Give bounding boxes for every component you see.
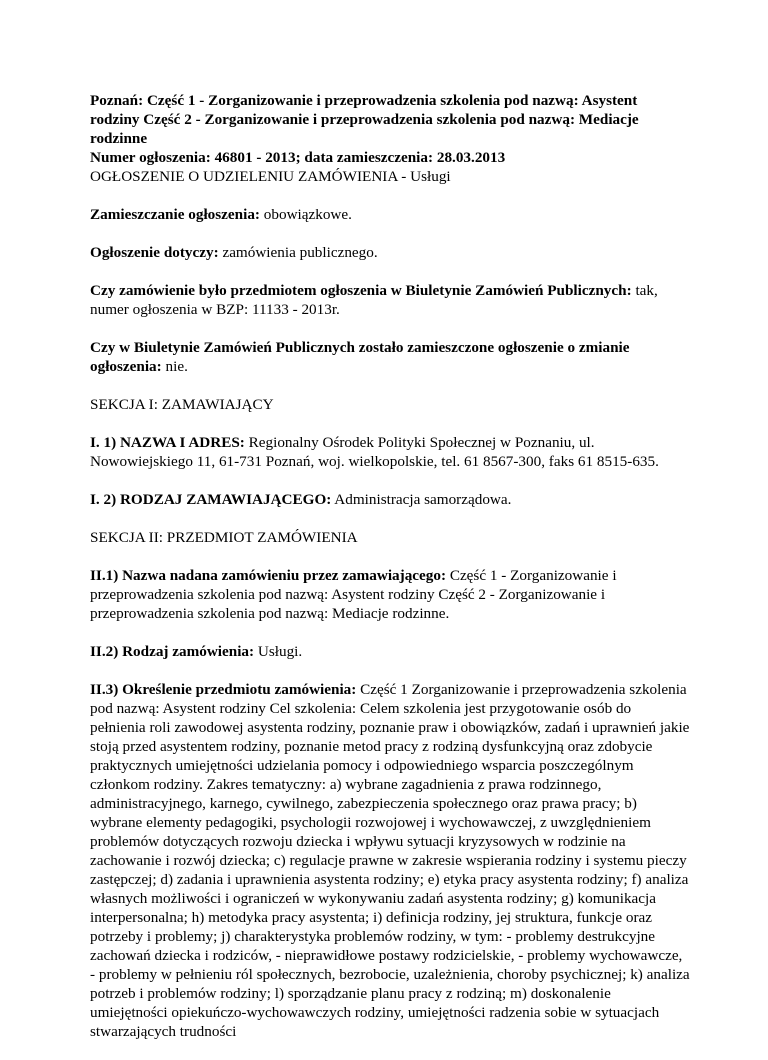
section-2-title: SEKCJA II: PRZEDMIOT ZAMÓWIENIA [90,529,358,546]
field-value: Administracja samorządowa. [331,491,512,508]
field-i2-type [90,490,690,509]
field-label: Czy zamówienie było przedmiotem ogłoszenia w Biuletynie Zamówień Publicznych: [90,282,632,299]
field-value: Część 1 Zorganizowanie i przeprowadzenia szkolenia pod nazwą: Asystent rodziny Cel szkolenia: Celem szkolenia jest przygotowanie osób do pełnienia roli zawodowej asystenta rodziny, poznanie praw i obowiązków, zadań i uprawnień jakie stoją przed asystentem rodziny, poznanie metod pracy z rodziną dysfunkcyjną oraz zdobycie praktycznych umiejętności udzielania pomocy i odpowiedniego wsparcia poszczególnym członkom rodziny. Zakres tematyczny: a) wybrane zagadnienia z prawa rodzinnego, administracyjnego, karnego, cywilnego, zabezpieczenia społecznego oraz prawa pracy; b) wybrane elementy pedagogiki, psychologii rozwojowej i wychowawczej, z uwzględnieniem problemów dotyczących rozwoju dziecka i wpływu sytuacji kryzysowych w rodzinie na zachowanie i rozwój dziecka; c) regulacje prawne w zakresie wspierania rodziny i systemu pieczy zastępczej; d) zadania i uprawnienia asystenta rodziny; e) etyka pracy asystenta rodziny; f) analiza własnych możliwości i ograniczeń w wykonywaniu zadań asystenta rodziny; g) komunikacja interpersonalna; h) metodyka pracy asystenta; i) definicja rodziny, jej struktura, funkcje oraz potrzeby i problemy; j) charakterystyka problemów rodziny, w tym: - problemy destrukcyjne zachowań dziecka i rodziców, - nieprawidłowe postawy rodzicielskie, - problemy wychowawcze, - problemy w pełnieniu ról społecznych, bezrobocie, uzależnienia, choroby psychicznej; k) analiza potrzeb i problemów rodziny; l) sporządzanie planu pracy z rodziną; m) doskonalenie umiejętności opiekuńczo-wychowawczych rodziny, umiejętności radzenia sobie w sytuacjach stwarzających trudności [90,681,690,1040]
field-value: Część 1 - Zorganizowanie i przeprowadzenia szkolenia pod nazwą: Asystent rodziny Część 2 - Zorganizowanie i przeprowadzenia szkolenia pod nazwą: Mediacje rodzinne. [90,567,617,622]
section-1-title: SEKCJA I: ZAMAWIAJĄCY [90,396,274,413]
field-zamieszczanie [90,205,690,224]
field-i1-name-address [90,433,690,471]
field-label: II.2) Rodzaj zamówienia: [90,643,255,660]
field-value: nie. [161,358,188,375]
notice-number-line: Numer ogłoszenia: 46801 - 2013; data zamieszczenia: 28.03.2013 [90,149,506,166]
notice-type: OGŁOSZENIE O UDZIELENIU ZAMÓWIENIA - Usługi [90,168,451,185]
field-value: Usługi. [254,643,303,660]
field-label: Ogłoszenie dotyczy: [90,244,219,261]
field-label: Zamieszczanie ogłoszenia: [90,206,260,223]
field-value: zamówienia publicznego. [218,244,378,261]
notice-title: Poznań: Część 1 - Zorganizowanie i przeprowadzenia szkolenia pod nazwą: Asystent rodziny Część 2 - Zorganizowanie i przeprowadzenia szkolenia pod nazwą: Mediacje rodzinne [90,92,639,147]
field-label: Czy w Biuletynie Zamówień Publicznych zostało zamieszczone ogłoszenie o zmianie ogłoszenia: [90,339,630,375]
field-label: I. 1) NAZWA I ADRES: [90,434,245,451]
field-value: obowiązkowe. [259,206,352,223]
field-bzp [90,281,690,319]
field-dotyczy [90,243,690,262]
field-label: II.3) Określenie przedmiotu zamówienia: [90,681,357,698]
field-ii2-kind [90,642,690,661]
field-label: I. 2) RODZAJ ZAMAWIAJĄCEGO: [90,491,332,508]
field-value: tak, numer ogłoszenia w BZP: 11133 - 2013r. [90,282,658,318]
document-page [90,91,690,1060]
notice-header [90,91,690,186]
field-ii1-name [90,566,690,623]
field-label: II.1) Nazwa nadana zamówieniu przez zamawiającego: [90,567,447,584]
field-ii3-description [90,680,690,1041]
field-zmiana [90,338,690,376]
field-value: Regionalny Ośrodek Polityki Społecznej w Poznaniu, ul. Nowowiejskiego 11, 61-731 Poznań, woj. wielkopolskie, tel. 61 8567-300, faks 61 8515-635. [90,434,659,470]
